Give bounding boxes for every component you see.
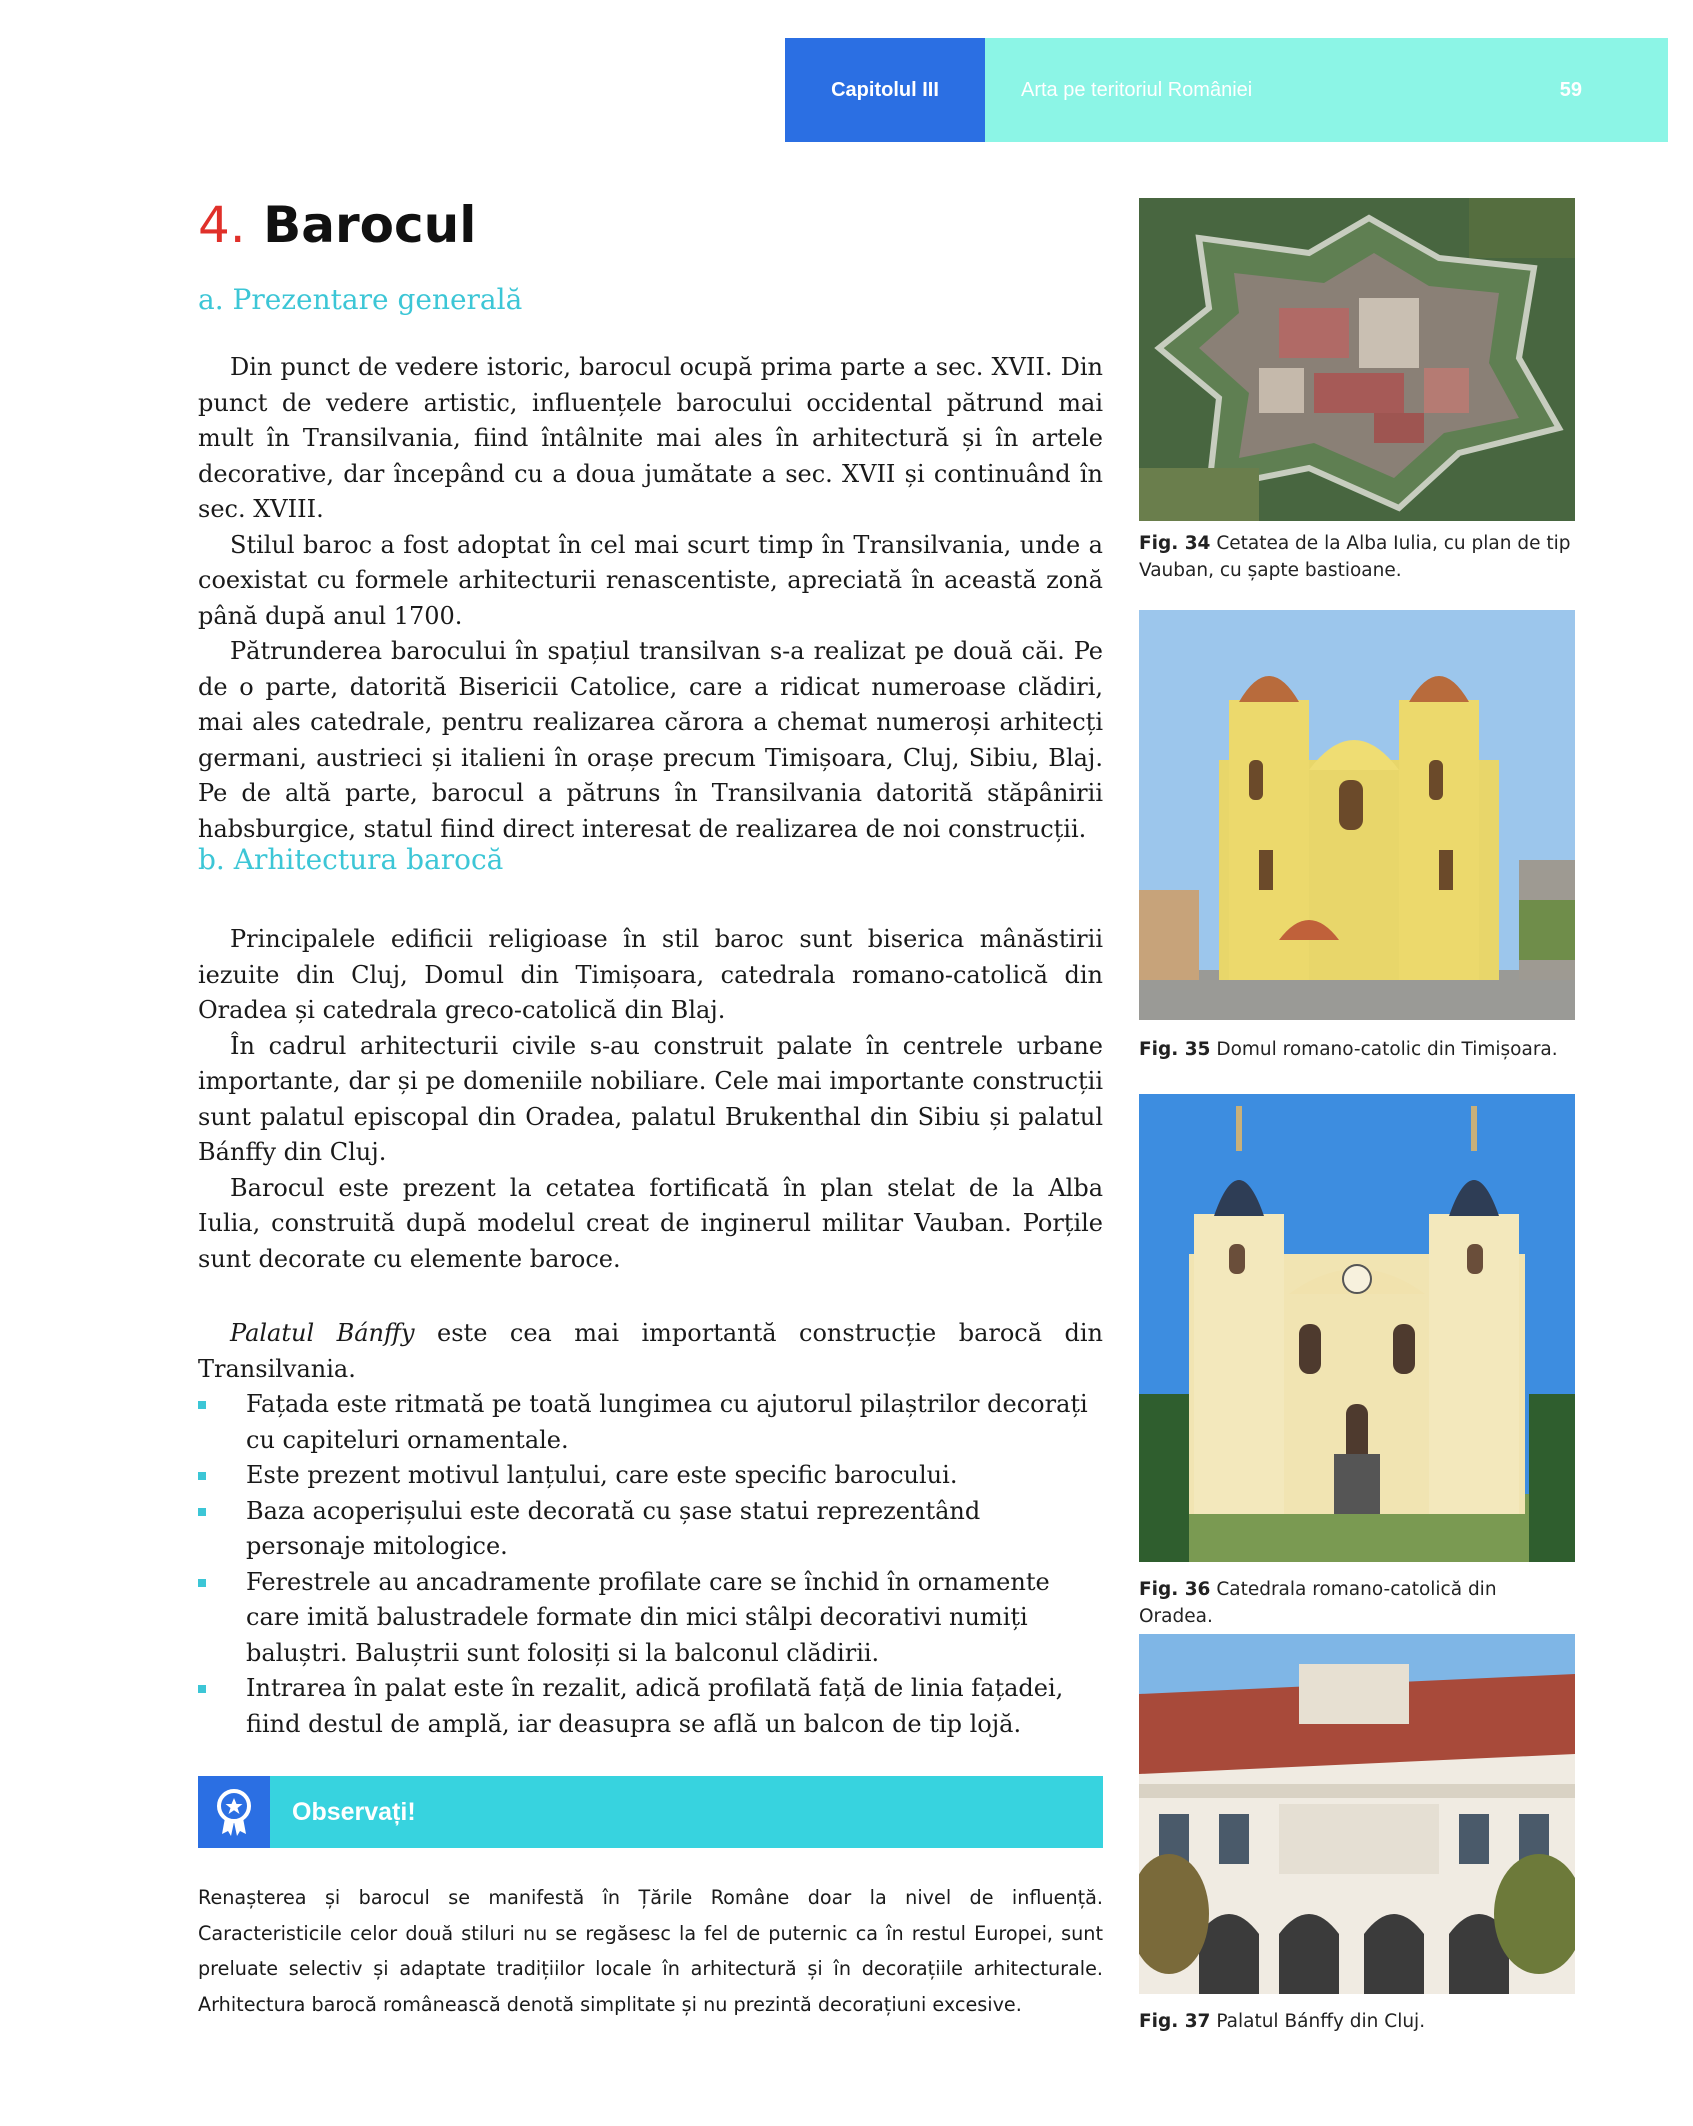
banffy-bullet-list (198, 1387, 1103, 1742)
paragraph: Principalele edificii religioase în stil baroc sunt biserica mânăstirii iezuite din Cluj, Domul din Timișoara, catedrala romano-catolică din Oradea și catedrala greco-catolică din Blaj. (198, 925, 1103, 1024)
fig35-timisoara-dome-image (1139, 610, 1575, 1020)
observati-label: Observați! (292, 1798, 416, 1826)
fig35-caption: Fig. 35 Domul romano-catolic din Timișoara. (1139, 1039, 1558, 1060)
section-b-text (198, 922, 1103, 1277)
fig36-caption: Fig. 36 Catedrala romano-catolică din Oradea. (1139, 1579, 1497, 1627)
paragraph: Barocul este prezent la cetatea fortificată în plan stelat de la Alba Iulia, construită după modelul creat de inginerul militar Vauban. Porțile sunt decorate cu elemente baroce. (198, 1173, 1103, 1273)
award-icon (198, 1776, 270, 1848)
paragraph: Pătrunderea barocului în spațiul transilvan s-a realizat pe două căi. Pe de o parte, datorită Bisericii Catolice, care a ridicat numeroase clădiri, mai ales catedrale, pentru realizarea cărora a chemat numeroși arhitecți germani, austrieci și italieni în orașe precum Timișoara, Cluj, Sibiu, Blaj. Pe de altă parte, barocul a pătruns în Transilvania datorită stăpânirii habsburgice, statul fiind direct interesat de realizarea de noi construcții. (198, 637, 1103, 843)
list-item: Ferestrele au ancadramente profilate care se închid în ornamente care imită balustradele formate din mici stâlpi decorativi numiți baluștri. Baluștrii sunt folosiți si la balconul clădirii. (198, 1565, 1103, 1672)
fig34-alba-iulia-image (1139, 198, 1575, 521)
observati-text: Renașterea și barocul se manifestă în Țările Române doar la nivel de influență. Caracteristicile celor două stiluri nu se regăsesc la fel de puternic ca în restul Europei, sunt preluate selectiv și adaptate tradițiilor locale în arhitectură și în decorațiile arhitecturale. Arhitectura barocă românească denotă simplitate și nu prezintă decorațiuni excesive. (198, 1886, 1103, 2016)
page-title (198, 196, 476, 254)
list-item: Fațada este ritmată pe toată lungimea cu ajutorul pilaștrilor decorați cu capiteluri ornamentale. (198, 1387, 1103, 1458)
list-item: Baza acoperișului este decorată cu șase statui reprezentând personaje mitologice. (198, 1494, 1103, 1565)
section-a-heading: a. Prezentare generală (198, 283, 523, 316)
fig34-caption: Fig. 34 Cetatea de la Alba Iulia, cu plan de tip Vauban, cu șapte bastioane. (1139, 533, 1571, 581)
list-item: Este prezent motivul lanțului, care este specific barocului. (198, 1458, 1103, 1494)
figure-number: Fig. 35 (1139, 1039, 1211, 1060)
banffy-intro (198, 1316, 1103, 1387)
title-text: Barocul (263, 196, 477, 254)
chapter-label: Capitolul III (785, 38, 985, 142)
banffy-description (198, 1316, 1103, 1742)
figure-number: Fig. 34 (1139, 533, 1211, 554)
fig36-oradea-cathedral-image (1139, 1094, 1575, 1562)
figure-number: Fig. 37 (1139, 2011, 1211, 2032)
paragraph: Din punct de vedere istoric, barocul ocupă prima parte a sec. XVII. Din punct de vedere artistic, influențele barocului occidental pătrund mai mult în Transilvania, fiind întâlnite mai ales în arhitectură și în artele decorative, dar începând cu a doua jumătate a sec. XVII și continuând în sec. XVIII. (198, 353, 1103, 523)
page-number: 59 (1559, 79, 1582, 101)
title-number: 4. (198, 196, 246, 254)
section-b-heading: b. Arhitectura barocă (198, 843, 504, 876)
header-band (985, 38, 1668, 142)
paragraph: În cadrul arhitecturii civile s-au construit palate în centrele urbane importante, dar și pe domeniile nobiliare. Cele mai importante construcții sunt palatul episcopal din Oradea, palatul Brukenthal din Sibiu și palatul Bánffy din Cluj. (198, 1031, 1103, 1166)
banffy-name: Palatul Bánffy (230, 1319, 415, 1347)
section-a-text (198, 350, 1103, 847)
list-item: Intrarea în palat este în rezalit, adică profilată față de linia fațadei, fiind destul de amplă, iar deasupra se află un balcon de tip lojă. (198, 1671, 1103, 1742)
chapter-title: Arta pe teritoriul României (1021, 79, 1253, 101)
banffy-intro-text: este cea mai importantă construcție barocă din Transilvania. (198, 1319, 1104, 1383)
paragraph: Stilul baroc a fost adoptat în cel mai scurt timp în Transilvania, unde a coexistat cu formele arhitecturii renascentiste, apreciată în această zonă până după anul 1700. (198, 530, 1103, 630)
fig37-caption: Fig. 37 Palatul Bánffy din Cluj. (1139, 2011, 1426, 2032)
fig37-banffy-palace-image (1139, 1634, 1575, 1994)
observati-bar (198, 1776, 1103, 1848)
figure-number: Fig. 36 (1139, 1579, 1211, 1600)
